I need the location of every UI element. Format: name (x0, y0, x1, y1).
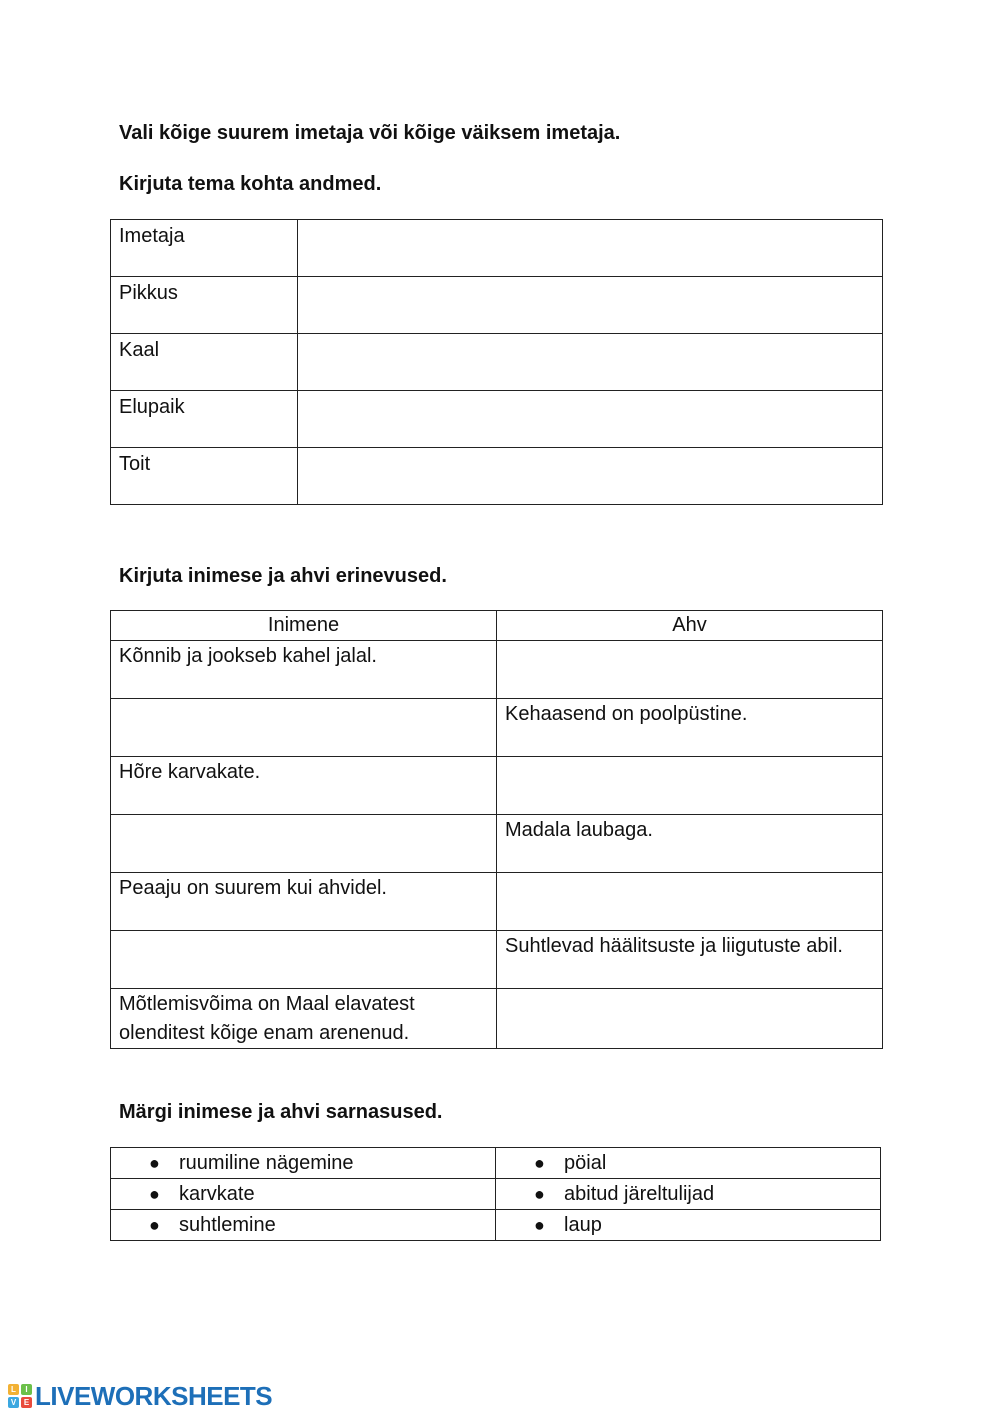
differences-table (110, 610, 883, 1049)
mammal-data-table (110, 219, 883, 505)
bullet-icon: ● (149, 1183, 160, 1204)
logo-block: I (21, 1384, 32, 1395)
logo-block: E (21, 1397, 32, 1408)
table-row (111, 815, 883, 873)
similarity-option[interactable] (111, 1148, 496, 1179)
answer-cell-ahv[interactable] (497, 873, 883, 931)
row-label: Toit (111, 448, 298, 505)
cell-inimene: Mõtlemisvõima on Maal elavatest olenditest kõige enam arenenud. (111, 989, 497, 1049)
answer-cell-inimene[interactable] (111, 699, 497, 757)
cell-ahv: Suhtlevad häälitsuste ja liigutuste abil. (497, 931, 883, 989)
answer-cell-inimene[interactable] (111, 815, 497, 873)
row-label: Pikkus (111, 277, 298, 334)
table-row (111, 1210, 881, 1241)
bullet-icon: ● (149, 1214, 160, 1235)
answer-cell[interactable] (298, 220, 883, 277)
cell-inimene: Peaaju on suurem kui ahvidel. (111, 873, 497, 931)
answer-cell-inimene[interactable] (111, 931, 497, 989)
table-row (111, 699, 883, 757)
table-row (111, 873, 883, 931)
answer-cell-ahv[interactable] (497, 757, 883, 815)
answer-cell[interactable] (298, 334, 883, 391)
table-row (111, 1179, 881, 1210)
similarity-option[interactable] (496, 1210, 881, 1241)
table-row (111, 757, 883, 815)
option-label: abitud järeltulijad (564, 1182, 715, 1205)
option-label: suhtlemine (179, 1213, 276, 1236)
table-row (111, 1148, 881, 1179)
bullet-icon: ● (534, 1183, 545, 1204)
table-row (111, 448, 883, 505)
bullet-icon: ● (534, 1152, 545, 1173)
liveworksheets-logo (8, 1381, 272, 1411)
answer-cell[interactable] (298, 277, 883, 334)
header-row (111, 611, 883, 641)
answer-cell[interactable] (298, 448, 883, 505)
logo-block: V (8, 1397, 19, 1408)
answer-cell[interactable] (298, 391, 883, 448)
table-row (111, 931, 883, 989)
bullet-icon: ● (149, 1152, 160, 1173)
answer-cell-ahv[interactable] (497, 989, 883, 1049)
option-label: pöial (564, 1151, 607, 1174)
instruction-heading-4: Märgi inimese ja ahvi sarnasused. (119, 1101, 443, 1123)
similarity-option[interactable] (496, 1148, 881, 1179)
option-label: laup (564, 1213, 602, 1236)
option-label: ruumiline nägemine (179, 1151, 354, 1174)
bullet-icon: ● (534, 1214, 545, 1235)
column-header-ahv: Ahv (497, 611, 883, 641)
table-row (111, 334, 883, 391)
instruction-heading-2: Kirjuta tema kohta andmed. (119, 173, 382, 195)
table-row (111, 277, 883, 334)
option-label: karvkate (179, 1182, 255, 1205)
column-header-inimene: Inimene (111, 611, 497, 641)
similarity-option[interactable] (111, 1210, 496, 1241)
similarity-option[interactable] (111, 1179, 496, 1210)
table-row (111, 989, 883, 1049)
logo-block: L (8, 1384, 19, 1395)
instruction-heading-3: Kirjuta inimese ja ahvi erinevused. (119, 565, 447, 587)
row-label: Imetaja (111, 220, 298, 277)
logo-text: LIVEWORKSHEETS (35, 1380, 273, 1411)
table-row (111, 220, 883, 277)
row-label: Elupaik (111, 391, 298, 448)
row-label: Kaal (111, 334, 298, 391)
similarities-table (110, 1147, 881, 1241)
answer-cell-ahv[interactable] (497, 641, 883, 699)
logo-blocks-icon (8, 1384, 32, 1408)
instruction-heading-1: Vali kõige suurem imetaja või kõige väiksem imetaja. (119, 122, 621, 144)
similarity-option[interactable] (496, 1179, 881, 1210)
table-row (111, 641, 883, 699)
table-row (111, 391, 883, 448)
cell-ahv: Madala laubaga. (497, 815, 883, 873)
cell-inimene: Kõnnib ja jookseb kahel jalal. (111, 641, 497, 699)
cell-inimene: Hõre karvakate. (111, 757, 497, 815)
cell-ahv: Kehaasend on poolpüstine. (497, 699, 883, 757)
